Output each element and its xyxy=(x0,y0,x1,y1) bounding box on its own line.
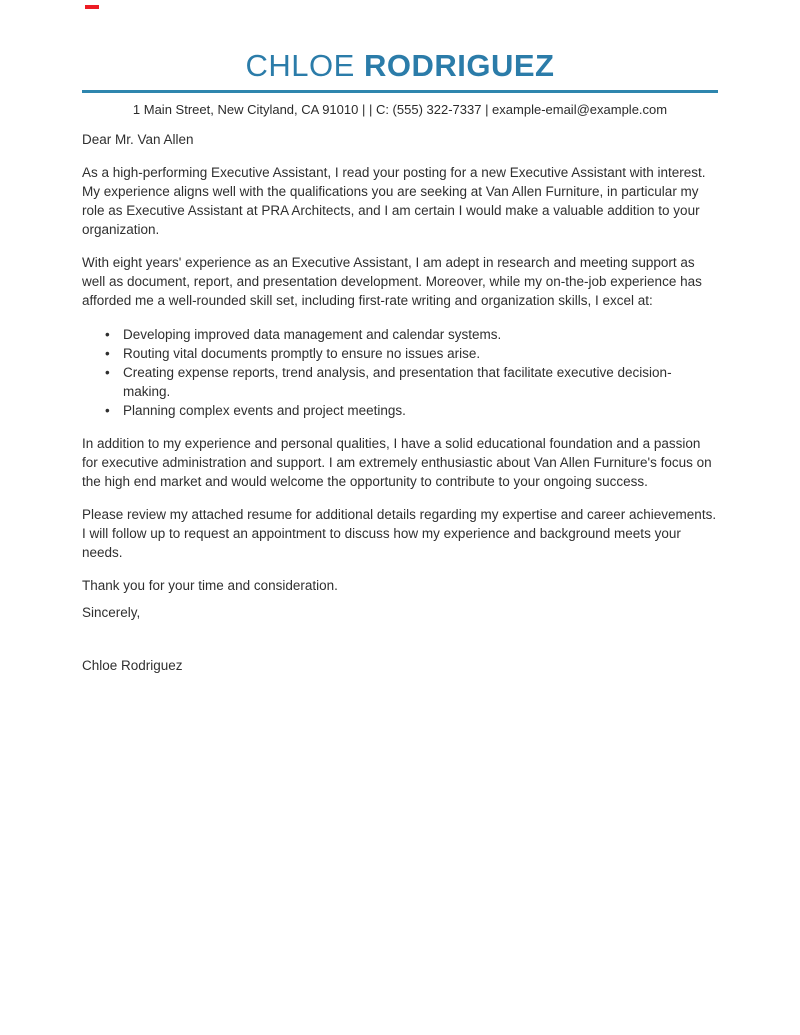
red-stray-mark xyxy=(85,5,99,9)
letter-header xyxy=(82,48,718,117)
list-item xyxy=(105,363,718,401)
candidate-last-name: RODRIGUEZ xyxy=(363,48,555,83)
candidate-name xyxy=(82,48,718,84)
letter-body xyxy=(82,130,718,675)
signature-name: Chloe Rodriguez xyxy=(82,658,183,673)
valediction: Sincerely, xyxy=(82,605,141,620)
bullet-dot-icon: • xyxy=(105,403,110,418)
paragraph-education: In addition to my experience and personal qualities, I have a solid educational foundation and a passion for executive administration and support. I am extremely enthusiastic about Van Allen Furniture's focus on the high end market and would welcome the opportunity to contribute to your ongoing success. xyxy=(82,436,712,489)
bullet-text: Routing vital documents promptly to ensure no issues arise. xyxy=(123,346,481,361)
bullet-dot-icon: • xyxy=(105,327,110,342)
bullet-dot-icon: • xyxy=(105,346,110,361)
bullet-text: Developing improved data management and calendar systems. xyxy=(123,327,502,342)
skills-list xyxy=(82,325,718,420)
header-divider xyxy=(82,90,718,93)
list-item xyxy=(105,344,718,363)
bullet-text: Planning complex events and project meetings. xyxy=(123,403,406,418)
list-item xyxy=(105,325,718,344)
contact-line: 1 Main Street, New Cityland, CA 91010 | | C: (555) 322-7337 | example-email@example.com xyxy=(132,102,668,117)
list-item xyxy=(105,401,718,420)
bullet-text: Creating expense reports, trend analysis, and presentation that facilitate executive decision-making. xyxy=(123,365,672,399)
salutation: Dear Mr. Van Allen xyxy=(82,132,194,147)
paragraph-thanks: Thank you for your time and consideration. xyxy=(82,578,338,593)
paragraph-resume: Please review my attached resume for additional details regarding my expertise and career achievements. I will follow up to request an appointment to discuss how my experience and background meets your needs. xyxy=(82,507,717,560)
bullet-dot-icon: • xyxy=(105,365,110,380)
paragraph-experience: With eight years' experience as an Executive Assistant, I am adept in research and meeting support as well as document, report, and presentation development. Moreover, while my on-the-job experience has afforded me a well-rounded skill set, including first-rate writing and organization skills, I excel at: xyxy=(82,255,702,308)
paragraph-intro: As a high-performing Executive Assistant, I read your posting for a new Executive Assistant with interest. My experience aligns well with the qualifications you are seeking at Van Allen Furniture, in particular my role as Executive Assistant at PRA Architects, and I am certain I would make a valuable addition to your organization. xyxy=(82,165,706,237)
candidate-first-name: CHLOE xyxy=(245,48,355,83)
